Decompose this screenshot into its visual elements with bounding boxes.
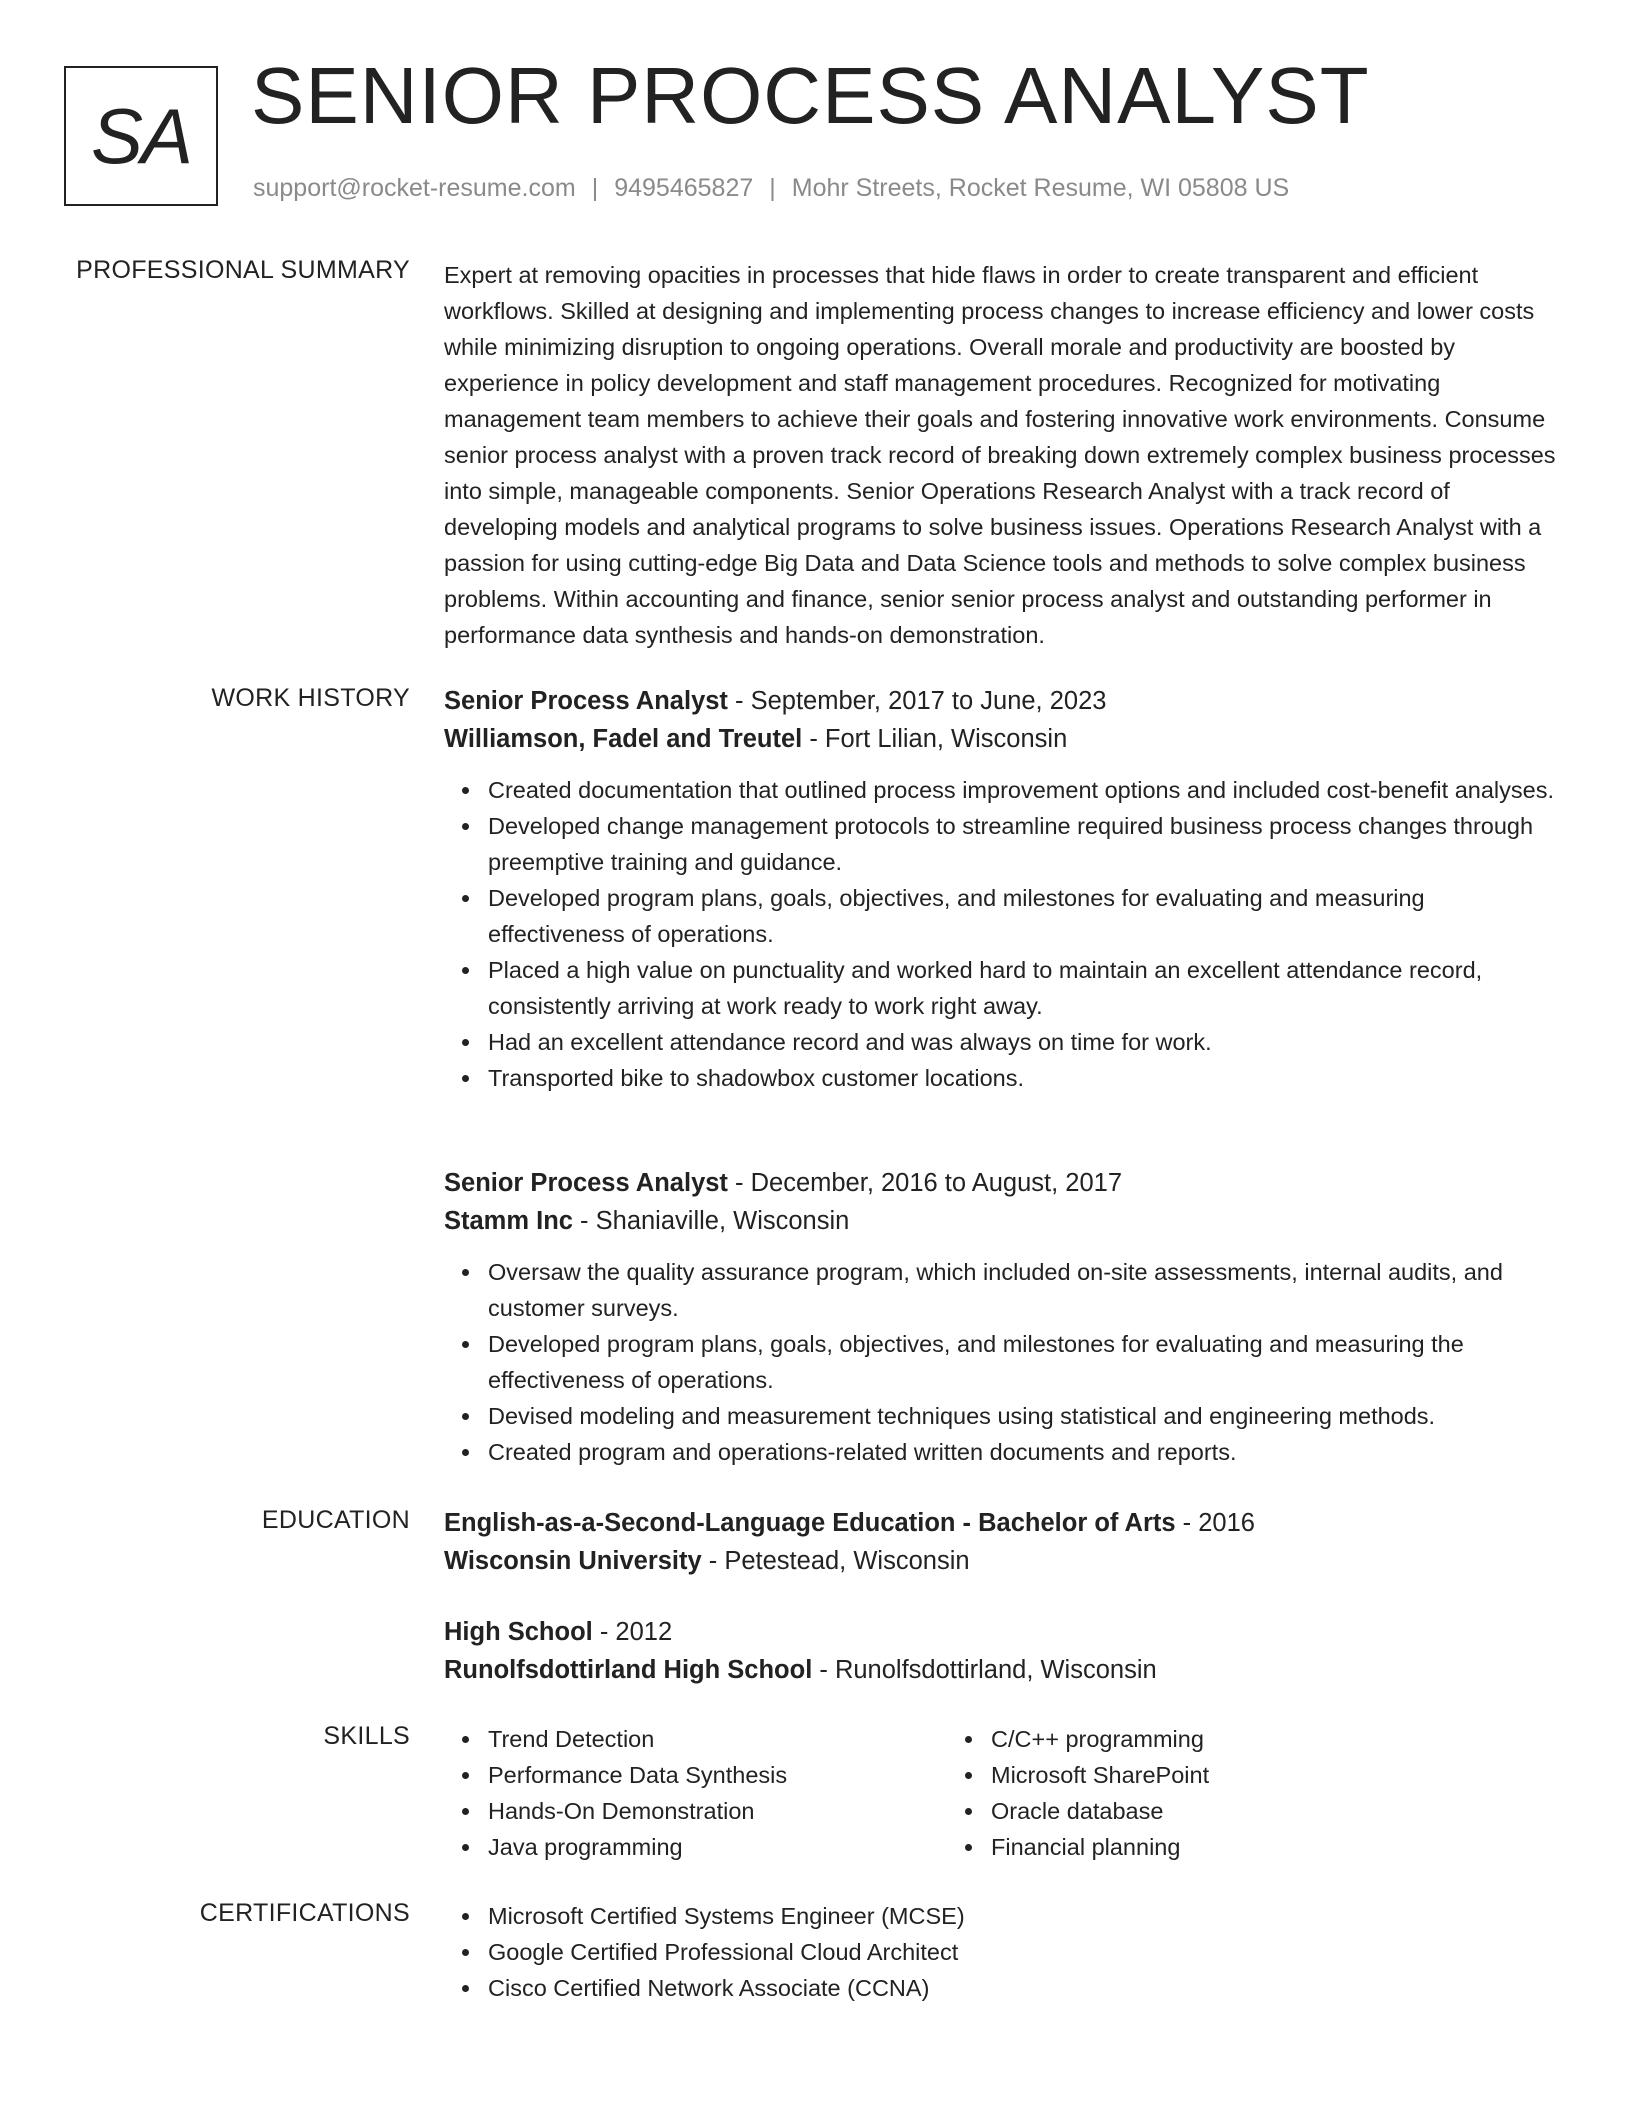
contact-separator: | xyxy=(591,174,599,202)
skills-list xyxy=(947,1721,1447,1865)
job-dates: - December, 2016 to August, 2017 xyxy=(727,1169,1123,1197)
job-bullets xyxy=(444,772,1562,1096)
job-company: Stamm Inc xyxy=(444,1207,573,1235)
contact-phone: 9495465827 xyxy=(614,174,754,202)
degree-year: - 2016 xyxy=(1175,1509,1255,1537)
job-title-line xyxy=(444,1164,1562,1202)
job-location: - Fort Lilian, Wisconsin xyxy=(802,725,1068,753)
skills-column xyxy=(947,1721,1447,1865)
skill-item: C/C++ programming xyxy=(991,1721,1447,1757)
list-item: Placed a high value on punctuality and worked hard to maintain an excellent attendance record, consistently arriving at work ready to work right away. xyxy=(488,952,1562,1024)
section-label-skills: SKILLS xyxy=(323,1722,410,1750)
skills-section xyxy=(444,1721,1562,1865)
degree-line xyxy=(444,1613,1562,1651)
job-company: Williamson, Fadel and Treutel xyxy=(444,725,803,753)
skill-item: Microsoft SharePoint xyxy=(991,1757,1447,1793)
school-location: - Petestead, Wisconsin xyxy=(701,1547,970,1575)
degree-line xyxy=(444,1504,1562,1542)
job-title-line xyxy=(444,682,1562,720)
skills-column xyxy=(444,1721,947,1865)
skill-item: Hands-On Demonstration xyxy=(488,1793,947,1829)
job-dates: - September, 2017 to June, 2023 xyxy=(727,687,1107,715)
list-item: Developed program plans, goals, objectives, and milestones for evaluating and measuring effectiveness of operations. xyxy=(488,880,1562,952)
certifications-list xyxy=(444,1898,1562,2006)
list-item: Developed change management protocols to streamline required business process changes through preemptive training and guidance. xyxy=(488,808,1562,880)
list-item: Developed program plans, goals, objectives, and milestones for evaluating and measuring the effectiveness of operations. xyxy=(488,1326,1562,1398)
contact-line xyxy=(253,174,1289,203)
section-label-summary: PROFESSIONAL SUMMARY xyxy=(76,256,410,284)
job-company-line xyxy=(444,720,1562,758)
certifications-section xyxy=(444,1898,1562,2006)
certification-item: Google Certified Professional Cloud Architect xyxy=(488,1934,1562,1970)
job-location: - Shaniaville, Wisconsin xyxy=(572,1207,850,1235)
certification-item: Cisco Certified Network Associate (CCNA) xyxy=(488,1970,1562,2006)
skill-item: Java programming xyxy=(488,1829,947,1865)
job-entry xyxy=(444,682,1562,1096)
list-item: Oversaw the quality assurance program, which included on-site assessments, internal audits, and customer surveys. xyxy=(488,1254,1562,1326)
section-label-education: EDUCATION xyxy=(261,1506,410,1534)
monogram-initials: SA xyxy=(64,66,218,206)
summary-text: Expert at removing opacities in processes that hide flaws in order to create transparent and efficient workflows. Skilled at designing and implementing process changes to increase efficiency and lower costs while minimizing disruption to ongoing operations. Overall morale and productivity are boosted by experience in policy development and staff management procedures. Recognized for motivating management team members to achieve their goals and fostering innovative work environments. Consume senior process analyst with a proven track record of breaking down extremely complex business processes into simple, manageable components. Senior Operations Research Analyst with a track record of developing models and analytical programs to solve business issues. Operations Research Analyst with a passion for using cutting-edge Big Data and Data Science tools and methods to solve complex business problems. Within accounting and finance, senior senior process analyst and outstanding performer in performance data synthesis and hands-on demonstration. xyxy=(444,262,1556,648)
school: Wisconsin University xyxy=(444,1547,702,1575)
list-item: Transported bike to shadowbox customer locations. xyxy=(488,1060,1562,1096)
degree: English-as-a-Second-Language Education - Bachelor of Arts xyxy=(444,1509,1176,1537)
job-title: Senior Process Analyst xyxy=(444,1169,728,1197)
job-title: Senior Process Analyst xyxy=(444,687,728,715)
list-item: Created documentation that outlined process improvement options and included cost-benefit analyses. xyxy=(488,772,1562,808)
school-line xyxy=(444,1651,1562,1689)
page-title: SENIOR PROCESS ANALYST xyxy=(251,51,1370,140)
degree: High School xyxy=(444,1618,593,1646)
section-label-work-history: WORK HISTORY xyxy=(211,684,410,712)
job-company-line xyxy=(444,1202,1562,1240)
certification-item: Microsoft Certified Systems Engineer (MCSE) xyxy=(488,1898,1562,1934)
list-item: Created program and operations-related written documents and reports. xyxy=(488,1434,1562,1470)
skill-item: Trend Detection xyxy=(488,1721,947,1757)
skill-item: Financial planning xyxy=(991,1829,1447,1865)
contact-email: support@rocket-resume.com xyxy=(253,174,576,202)
skills-list xyxy=(444,1721,947,1865)
degree-year: - 2012 xyxy=(592,1618,673,1646)
section-label-certifications: CERTIFICATIONS xyxy=(199,1899,410,1927)
contact-address: Mohr Streets, Rocket Resume, WI 05808 US xyxy=(791,174,1290,202)
summary-section xyxy=(444,257,1562,653)
contact-separator: | xyxy=(769,174,776,202)
skill-item: Oracle database xyxy=(991,1793,1447,1829)
list-item: Devised modeling and measurement techniques using statistical and engineering methods. xyxy=(488,1398,1562,1434)
school-location: - Runolfsdottirland, Wisconsin xyxy=(812,1656,1157,1684)
school: Runolfsdottirland High School xyxy=(444,1656,813,1684)
school-line xyxy=(444,1542,1562,1580)
job-bullets xyxy=(444,1254,1562,1470)
education-entry xyxy=(444,1613,1562,1689)
job-entry xyxy=(444,1164,1562,1470)
education-entry xyxy=(444,1504,1562,1580)
list-item: Had an excellent attendance record and was always on time for work. xyxy=(488,1024,1562,1060)
skill-item: Performance Data Synthesis xyxy=(488,1757,947,1793)
